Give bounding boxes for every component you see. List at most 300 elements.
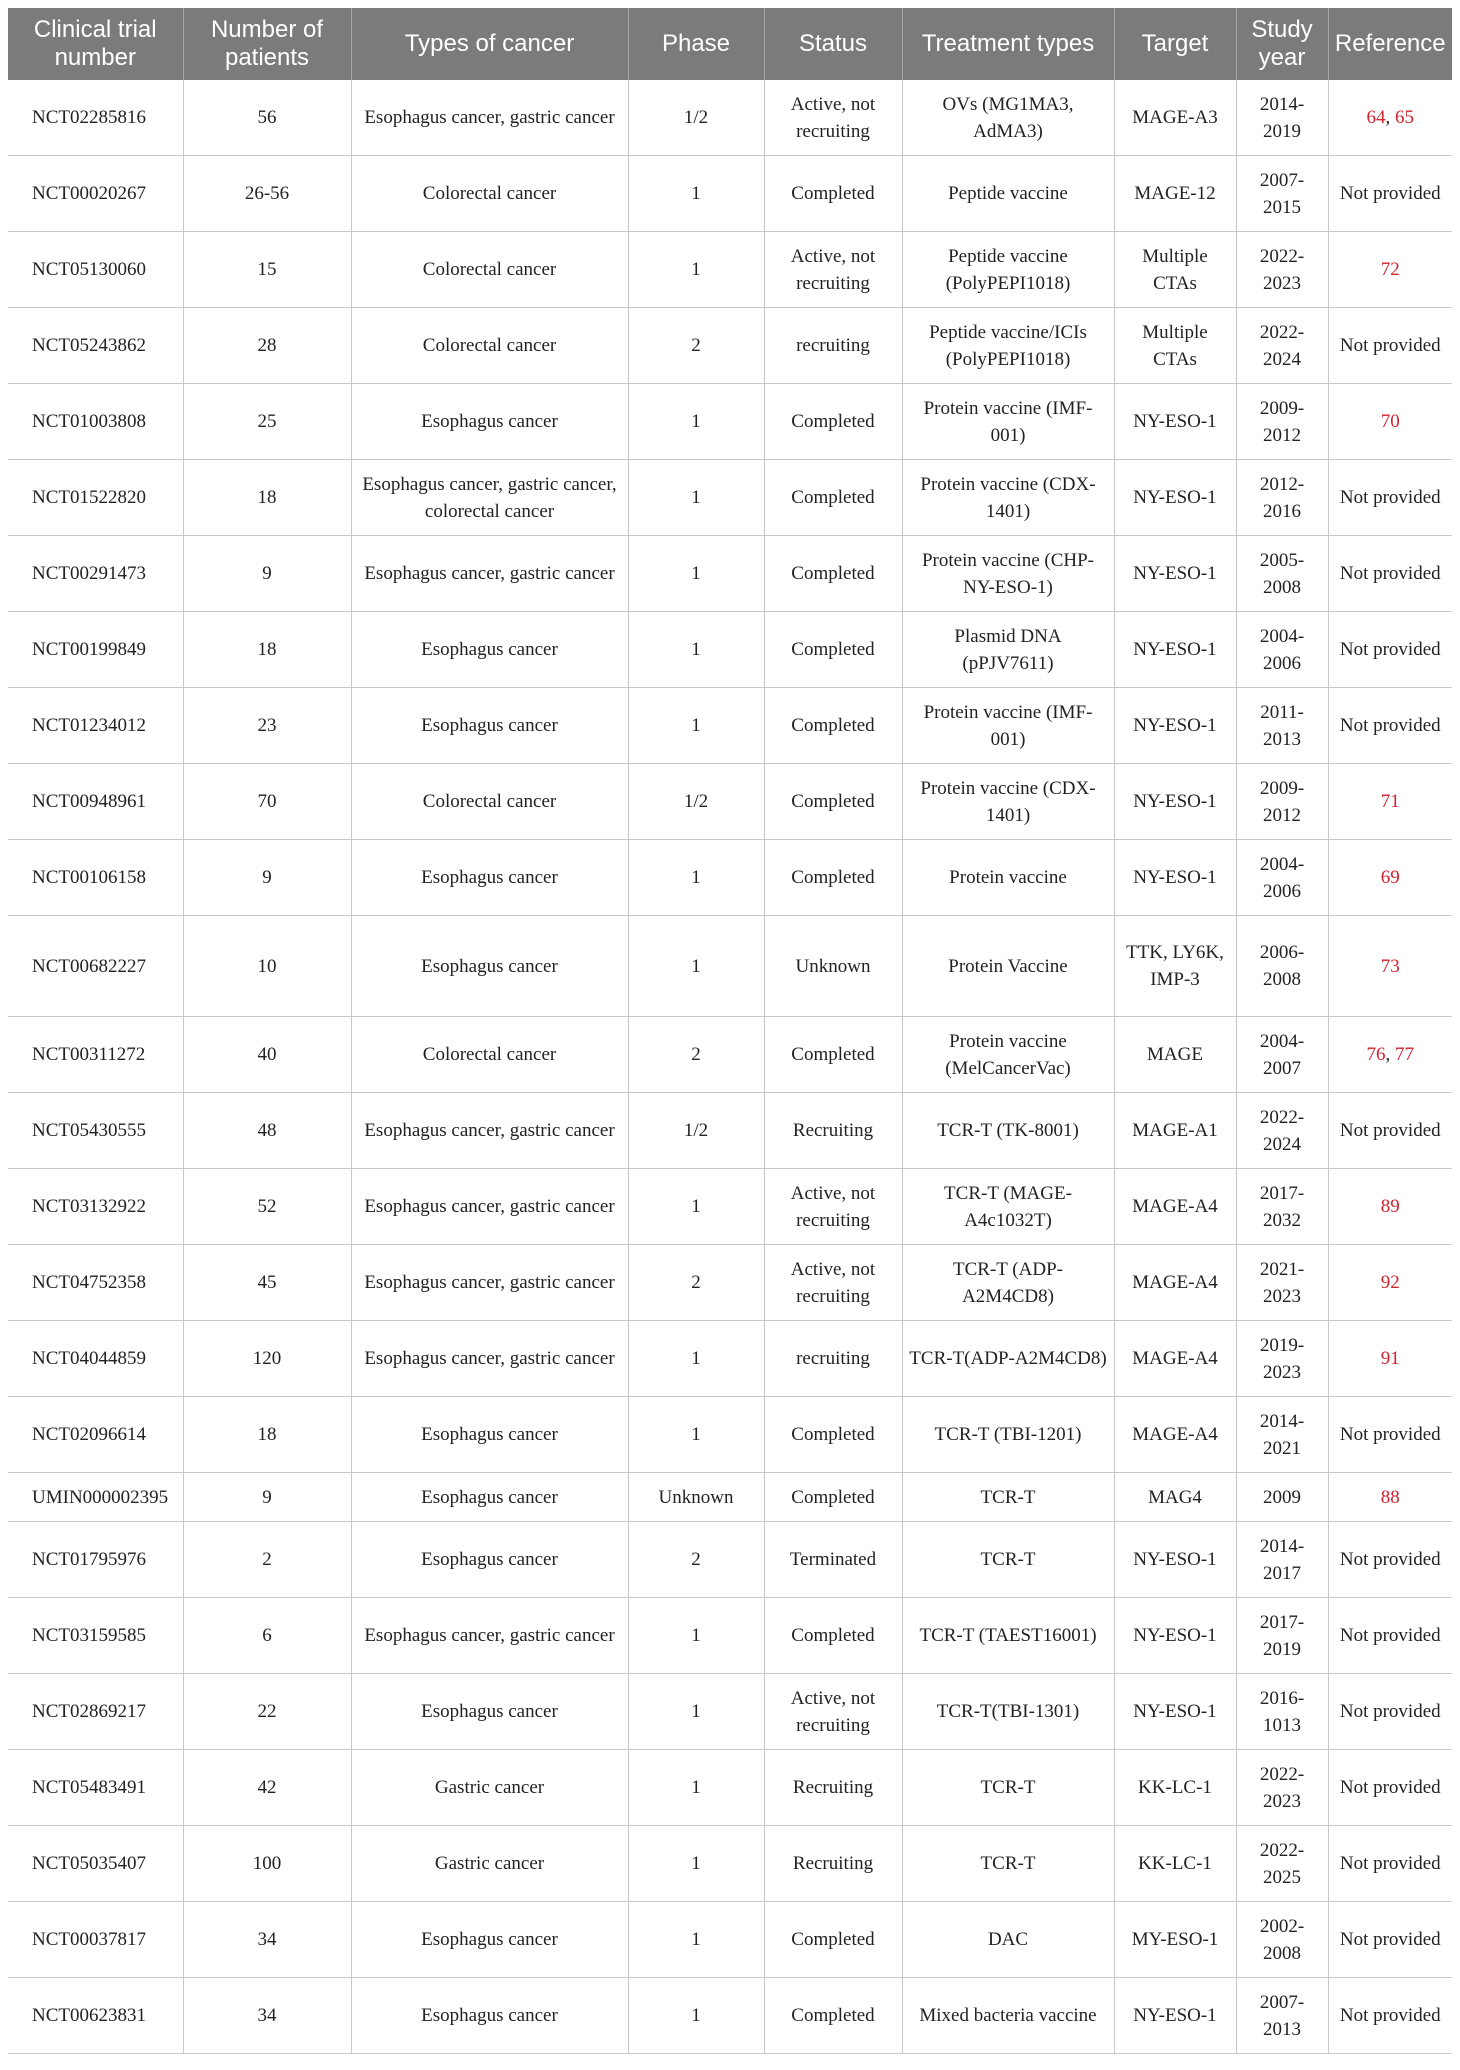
cell-trial-number: NCT03132922 — [8, 1169, 183, 1245]
cell-reference — [1328, 688, 1452, 764]
cell-target: NY-ESO-1 — [1114, 1978, 1236, 2054]
cell-treatment-types: Peptide vaccine (PolyPEPI1018) — [902, 232, 1114, 308]
cell-phase: 1 — [628, 1902, 764, 1978]
header-number-of-patients: Number of patients — [183, 8, 351, 80]
reference-text: , — [1385, 1044, 1395, 1065]
cell-status: Completed — [764, 1902, 902, 1978]
cell-status: Completed — [764, 536, 902, 612]
cell-number-of-patients: 18 — [183, 460, 351, 536]
table-row — [8, 1674, 1452, 1750]
cell-reference — [1328, 1245, 1452, 1321]
cell-phase: 1 — [628, 1826, 764, 1902]
cell-number-of-patients: 15 — [183, 232, 351, 308]
cell-treatment-types: TCR-T (MAGE-A4c1032T) — [902, 1169, 1114, 1245]
cell-reference — [1328, 612, 1452, 688]
cell-treatment-types: TCR-T — [902, 1522, 1114, 1598]
cell-study-year: 2006-2008 — [1236, 916, 1328, 1017]
header-types-of-cancer: Types of cancer — [351, 8, 628, 80]
cell-status: Completed — [764, 1017, 902, 1093]
cell-phase: 1 — [628, 612, 764, 688]
cell-status: Completed — [764, 384, 902, 460]
cell-treatment-types: Protein vaccine (IMF-001) — [902, 384, 1114, 460]
cell-study-year: 2021-2023 — [1236, 1245, 1328, 1321]
cell-status: Active, not recruiting — [764, 1674, 902, 1750]
cell-number-of-patients: 9 — [183, 1473, 351, 1522]
cell-study-year: 2014-2021 — [1236, 1397, 1328, 1473]
cell-treatment-types: TCR-T — [902, 1750, 1114, 1826]
cell-treatment-types: DAC — [902, 1902, 1114, 1978]
cell-number-of-patients: 9 — [183, 536, 351, 612]
cell-study-year: 2022-2024 — [1236, 308, 1328, 384]
cell-trial-number: NCT00106158 — [8, 840, 183, 916]
reference-text: Not provided — [1339, 183, 1441, 204]
cell-study-year: 2009 — [1236, 1473, 1328, 1522]
cell-types-of-cancer: Colorectal cancer — [351, 764, 628, 840]
cell-trial-number: NCT05430555 — [8, 1093, 183, 1169]
cell-trial-number: NCT01003808 — [8, 384, 183, 460]
table-row — [8, 840, 1452, 916]
table-row — [8, 1598, 1452, 1674]
cell-reference — [1328, 536, 1452, 612]
cell-trial-number: NCT05035407 — [8, 1826, 183, 1902]
header-phase: Phase — [628, 8, 764, 80]
cell-target: TTK, LY6K, IMP-3 — [1114, 916, 1236, 1017]
reference-text: Not provided — [1339, 715, 1441, 736]
cell-study-year: 2011-2013 — [1236, 688, 1328, 764]
cell-number-of-patients: 28 — [183, 308, 351, 384]
header-treatment-types: Treatment types — [902, 8, 1114, 80]
cell-study-year: 2019-2023 — [1236, 1321, 1328, 1397]
cell-study-year: 2004-2006 — [1236, 840, 1328, 916]
cell-treatment-types: Protein vaccine (CHP-NY-ESO-1) — [902, 536, 1114, 612]
reference-text: Not provided — [1339, 1853, 1441, 1874]
table-row — [8, 1978, 1452, 2054]
cell-reference — [1328, 1674, 1452, 1750]
cell-treatment-types: Protein vaccine — [902, 840, 1114, 916]
table-row — [8, 688, 1452, 764]
cell-study-year: 2022-2023 — [1236, 232, 1328, 308]
reference-text: Not provided — [1339, 1549, 1441, 1570]
cell-phase: 1 — [628, 536, 764, 612]
reference-link[interactable]: 64 — [1366, 107, 1386, 128]
cell-phase: 1 — [628, 384, 764, 460]
cell-reference — [1328, 1598, 1452, 1674]
cell-treatment-types: TCR-T (ADP-A2M4CD8) — [902, 1245, 1114, 1321]
table-row — [8, 612, 1452, 688]
cell-target: MAGE-A4 — [1114, 1321, 1236, 1397]
cell-study-year: 2022-2024 — [1236, 1093, 1328, 1169]
cell-target: Multiple CTAs — [1114, 232, 1236, 308]
cell-number-of-patients: 45 — [183, 1245, 351, 1321]
cell-trial-number: NCT00020267 — [8, 156, 183, 232]
cell-phase: 1/2 — [628, 764, 764, 840]
cell-types-of-cancer: Esophagus cancer, gastric cancer — [351, 1093, 628, 1169]
cell-trial-number: NCT00311272 — [8, 1017, 183, 1093]
table-row — [8, 1245, 1452, 1321]
cell-target: NY-ESO-1 — [1114, 1674, 1236, 1750]
cell-number-of-patients: 6 — [183, 1598, 351, 1674]
cell-status: Completed — [764, 688, 902, 764]
cell-status: Recruiting — [764, 1093, 902, 1169]
cell-reference — [1328, 460, 1452, 536]
cell-status: Completed — [764, 612, 902, 688]
cell-number-of-patients: 25 — [183, 384, 351, 460]
cell-reference — [1328, 1397, 1452, 1473]
table-row — [8, 1826, 1452, 1902]
header-row — [8, 8, 1452, 80]
cell-types-of-cancer: Esophagus cancer, gastric cancer — [351, 536, 628, 612]
cell-study-year: 2016-1013 — [1236, 1674, 1328, 1750]
cell-trial-number: NCT01795976 — [8, 1522, 183, 1598]
cell-trial-number: NCT00623831 — [8, 1978, 183, 2054]
reference-text: , — [1385, 107, 1395, 128]
reference-link[interactable]: 65 — [1395, 107, 1414, 128]
cell-types-of-cancer: Esophagus cancer, gastric cancer — [351, 1321, 628, 1397]
cell-types-of-cancer: Gastric cancer — [351, 1750, 628, 1826]
table-row — [8, 384, 1452, 460]
cell-phase: 1 — [628, 1169, 764, 1245]
cell-study-year: 2014-2019 — [1236, 80, 1328, 156]
cell-number-of-patients: 34 — [183, 1978, 351, 2054]
cell-treatment-types: TCR-T(TBI-1301) — [902, 1674, 1114, 1750]
cell-reference — [1328, 1826, 1452, 1902]
cell-treatment-types: TCR-T — [902, 1473, 1114, 1522]
cell-phase: 1 — [628, 156, 764, 232]
cell-reference — [1328, 1750, 1452, 1826]
cell-number-of-patients: 22 — [183, 1674, 351, 1750]
cell-status: Completed — [764, 1473, 902, 1522]
cell-status: Active, not recruiting — [764, 80, 902, 156]
cell-status: Active, not recruiting — [764, 1245, 902, 1321]
cell-target: MAGE-A3 — [1114, 80, 1236, 156]
cell-trial-number: NCT05483491 — [8, 1750, 183, 1826]
cell-target: NY-ESO-1 — [1114, 840, 1236, 916]
reference-text: Not provided — [1339, 1424, 1441, 1445]
reference-text: Not provided — [1339, 487, 1441, 508]
cell-number-of-patients: 9 — [183, 840, 351, 916]
cell-types-of-cancer: Colorectal cancer — [351, 1017, 628, 1093]
cell-number-of-patients: 18 — [183, 612, 351, 688]
reference-link[interactable]: 89 — [1380, 1196, 1400, 1217]
cell-reference — [1328, 1902, 1452, 1978]
cell-target: NY-ESO-1 — [1114, 1522, 1236, 1598]
cell-reference — [1328, 1321, 1452, 1397]
cell-study-year: 2004-2007 — [1236, 1017, 1328, 1093]
cell-phase: 1 — [628, 1598, 764, 1674]
table-row — [8, 1522, 1452, 1598]
cell-reference — [1328, 1017, 1452, 1093]
cell-trial-number: NCT00037817 — [8, 1902, 183, 1978]
cell-target: NY-ESO-1 — [1114, 460, 1236, 536]
cell-number-of-patients: 2 — [183, 1522, 351, 1598]
cell-phase: 2 — [628, 1522, 764, 1598]
cell-target: MAGE-A4 — [1114, 1169, 1236, 1245]
cell-types-of-cancer: Esophagus cancer — [351, 612, 628, 688]
cell-status: recruiting — [764, 308, 902, 384]
cell-treatment-types: TCR-T (TAEST16001) — [902, 1598, 1114, 1674]
cell-types-of-cancer: Colorectal cancer — [351, 232, 628, 308]
cell-phase: 1 — [628, 1321, 764, 1397]
cell-treatment-types: Mixed bacteria vaccine — [902, 1978, 1114, 2054]
cell-phase: 1 — [628, 1978, 764, 2054]
header-trial-number: Clinical trial number — [8, 8, 183, 80]
cell-number-of-patients: 42 — [183, 1750, 351, 1826]
cell-number-of-patients: 70 — [183, 764, 351, 840]
cell-study-year: 2009-2012 — [1236, 764, 1328, 840]
cell-target: MAGE-A4 — [1114, 1397, 1236, 1473]
cell-trial-number: NCT02096614 — [8, 1397, 183, 1473]
table-row — [8, 764, 1452, 840]
cell-types-of-cancer: Esophagus cancer — [351, 384, 628, 460]
reference-text: Not provided — [1339, 1777, 1441, 1798]
reference-link[interactable]: 92 — [1380, 1272, 1400, 1293]
cell-number-of-patients: 40 — [183, 1017, 351, 1093]
cell-treatment-types: TCR-T — [902, 1826, 1114, 1902]
cell-status: Completed — [764, 764, 902, 840]
cell-status: Active, not recruiting — [764, 1169, 902, 1245]
cell-study-year: 2014-2017 — [1236, 1522, 1328, 1598]
cell-phase: 1 — [628, 916, 764, 1017]
cell-target: NY-ESO-1 — [1114, 384, 1236, 460]
cell-target: MAGE-12 — [1114, 156, 1236, 232]
cell-study-year: 2007-2013 — [1236, 1978, 1328, 2054]
cell-study-year: 2022-2025 — [1236, 1826, 1328, 1902]
cell-target: KK-LC-1 — [1114, 1826, 1236, 1902]
reference-link[interactable]: 88 — [1380, 1486, 1400, 1508]
table-row — [8, 232, 1452, 308]
cell-phase: 1 — [628, 688, 764, 764]
cell-reference — [1328, 1473, 1452, 1522]
cell-study-year: 2017-2032 — [1236, 1169, 1328, 1245]
table-row — [8, 460, 1452, 536]
cell-number-of-patients: 100 — [183, 1826, 351, 1902]
cell-target: KK-LC-1 — [1114, 1750, 1236, 1826]
cell-study-year: 2005-2008 — [1236, 536, 1328, 612]
cell-treatment-types: Plasmid DNA (pPJV7611) — [902, 612, 1114, 688]
reference-text: Not provided — [1339, 1701, 1441, 1722]
cell-treatment-types: Protein vaccine (CDX-1401) — [902, 460, 1114, 536]
cell-types-of-cancer: Esophagus cancer — [351, 1397, 628, 1473]
cell-types-of-cancer: Esophagus cancer — [351, 1674, 628, 1750]
cell-number-of-patients: 34 — [183, 1902, 351, 1978]
cell-status: Unknown — [764, 916, 902, 1017]
cell-types-of-cancer: Esophagus cancer, gastric cancer — [351, 1245, 628, 1321]
reference-link[interactable]: 91 — [1380, 1348, 1400, 1369]
cell-number-of-patients: 56 — [183, 80, 351, 156]
table-row — [8, 1902, 1452, 1978]
table-row — [8, 1093, 1452, 1169]
table-row — [8, 1473, 1452, 1522]
cell-treatment-types: Protein vaccine (CDX-1401) — [902, 764, 1114, 840]
table-row — [8, 1321, 1452, 1397]
cell-target: NY-ESO-1 — [1114, 612, 1236, 688]
cell-trial-number: NCT00948961 — [8, 764, 183, 840]
reference-text: Not provided — [1339, 639, 1441, 660]
reference-text: Not provided — [1339, 335, 1441, 356]
cell-status: Recruiting — [764, 1750, 902, 1826]
cell-status: Completed — [764, 156, 902, 232]
cell-phase: 1 — [628, 232, 764, 308]
cell-phase: 1 — [628, 1674, 764, 1750]
cell-study-year: 2012-2016 — [1236, 460, 1328, 536]
header-study-year: Study year — [1236, 8, 1328, 80]
cell-reference — [1328, 156, 1452, 232]
cell-reference — [1328, 916, 1452, 1017]
cell-trial-number: NCT00291473 — [8, 536, 183, 612]
table-row — [8, 1017, 1452, 1093]
cell-phase: 1 — [628, 460, 764, 536]
cell-types-of-cancer: Colorectal cancer — [351, 156, 628, 232]
cell-reference — [1328, 308, 1452, 384]
cell-phase: 1/2 — [628, 80, 764, 156]
cell-phase: 2 — [628, 1017, 764, 1093]
cell-types-of-cancer: Gastric cancer — [351, 1826, 628, 1902]
cell-status: Completed — [764, 840, 902, 916]
cell-types-of-cancer: Esophagus cancer, gastric cancer — [351, 1169, 628, 1245]
cell-trial-number: NCT04044859 — [8, 1321, 183, 1397]
reference-link[interactable]: 69 — [1380, 867, 1400, 888]
cell-reference — [1328, 1978, 1452, 2054]
cell-types-of-cancer: Esophagus cancer — [351, 916, 628, 1017]
clinical-trials-table — [8, 8, 1452, 2054]
cell-reference — [1328, 232, 1452, 308]
header-reference: Reference — [1328, 8, 1452, 80]
header-status: Status — [764, 8, 902, 80]
reference-text: Not provided — [1339, 2005, 1441, 2026]
cell-reference — [1328, 1522, 1452, 1598]
cell-reference — [1328, 80, 1452, 156]
reference-text: Not provided — [1339, 1625, 1441, 1646]
cell-target: MAGE-A4 — [1114, 1245, 1236, 1321]
cell-types-of-cancer: Esophagus cancer — [351, 1978, 628, 2054]
reference-text: Not provided — [1339, 1120, 1441, 1141]
cell-treatment-types: OVs (MG1MA3, AdMA3) — [902, 80, 1114, 156]
reference-link[interactable]: 77 — [1395, 1044, 1414, 1065]
cell-phase: Unknown — [628, 1473, 764, 1522]
cell-target: MAGE-A1 — [1114, 1093, 1236, 1169]
cell-reference — [1328, 1093, 1452, 1169]
cell-treatment-types: Peptide vaccine — [902, 156, 1114, 232]
cell-reference — [1328, 764, 1452, 840]
cell-status: Terminated — [764, 1522, 902, 1598]
cell-phase: 1 — [628, 840, 764, 916]
cell-study-year: 2022-2023 — [1236, 1750, 1328, 1826]
cell-target: MY-ESO-1 — [1114, 1902, 1236, 1978]
cell-types-of-cancer: Esophagus cancer — [351, 688, 628, 764]
cell-number-of-patients: 23 — [183, 688, 351, 764]
header-target: Target — [1114, 8, 1236, 80]
cell-target: NY-ESO-1 — [1114, 536, 1236, 612]
table-row — [8, 1397, 1452, 1473]
cell-number-of-patients: 26-56 — [183, 156, 351, 232]
cell-trial-number: NCT03159585 — [8, 1598, 183, 1674]
table-row — [8, 156, 1452, 232]
cell-phase: 2 — [628, 1245, 764, 1321]
cell-study-year: 2002-2008 — [1236, 1902, 1328, 1978]
cell-treatment-types: Peptide vaccine/ICIs (PolyPEPI1018) — [902, 308, 1114, 384]
cell-number-of-patients: 10 — [183, 916, 351, 1017]
cell-trial-number: NCT00682227 — [8, 916, 183, 1017]
cell-status: recruiting — [764, 1321, 902, 1397]
cell-study-year: 2004-2006 — [1236, 612, 1328, 688]
cell-status: Recruiting — [764, 1826, 902, 1902]
cell-target: NY-ESO-1 — [1114, 688, 1236, 764]
cell-types-of-cancer: Esophagus cancer — [351, 1522, 628, 1598]
table-row — [8, 308, 1452, 384]
cell-types-of-cancer: Esophagus cancer, gastric cancer — [351, 1598, 628, 1674]
reference-link[interactable]: 73 — [1380, 955, 1400, 977]
table-row — [8, 916, 1452, 1017]
cell-number-of-patients: 48 — [183, 1093, 351, 1169]
reference-link[interactable]: 71 — [1380, 791, 1400, 812]
cell-treatment-types: Protein vaccine (IMF-001) — [902, 688, 1114, 764]
cell-target: NY-ESO-1 — [1114, 764, 1236, 840]
reference-text: Not provided — [1339, 1929, 1441, 1950]
table-body — [8, 80, 1452, 2054]
cell-trial-number: NCT01234012 — [8, 688, 183, 764]
cell-status: Completed — [764, 1397, 902, 1473]
cell-treatment-types: TCR-T(ADP-A2M4CD8) — [902, 1321, 1114, 1397]
cell-target: MAGE — [1114, 1017, 1236, 1093]
reference-link[interactable]: 70 — [1380, 411, 1400, 432]
table-row — [8, 536, 1452, 612]
cell-types-of-cancer: Colorectal cancer — [351, 308, 628, 384]
cell-trial-number: NCT05130060 — [8, 232, 183, 308]
cell-types-of-cancer: Esophagus cancer, gastric cancer — [351, 80, 628, 156]
cell-trial-number: NCT02285816 — [8, 80, 183, 156]
cell-study-year: 2009-2012 — [1236, 384, 1328, 460]
cell-treatment-types: Protein Vaccine — [902, 916, 1114, 1017]
cell-trial-number: NCT04752358 — [8, 1245, 183, 1321]
cell-treatment-types: Protein vaccine (MelCancerVac) — [902, 1017, 1114, 1093]
cell-types-of-cancer: Esophagus cancer — [351, 1902, 628, 1978]
table-row — [8, 80, 1452, 156]
cell-types-of-cancer: Esophagus cancer — [351, 1473, 628, 1522]
cell-trial-number: NCT05243862 — [8, 308, 183, 384]
cell-trial-number: NCT01522820 — [8, 460, 183, 536]
table-header — [8, 8, 1452, 80]
cell-status: Completed — [764, 1598, 902, 1674]
cell-reference — [1328, 1169, 1452, 1245]
cell-treatment-types: TCR-T (TK-8001) — [902, 1093, 1114, 1169]
cell-target: Multiple CTAs — [1114, 308, 1236, 384]
cell-types-of-cancer: Esophagus cancer, gastric cancer, colorectal cancer — [351, 460, 628, 536]
reference-link[interactable]: 76 — [1366, 1044, 1386, 1065]
cell-trial-number: NCT02869217 — [8, 1674, 183, 1750]
cell-phase: 1/2 — [628, 1093, 764, 1169]
cell-number-of-patients: 18 — [183, 1397, 351, 1473]
cell-study-year: 2007-2015 — [1236, 156, 1328, 232]
cell-reference — [1328, 384, 1452, 460]
cell-status: Completed — [764, 1978, 902, 2054]
cell-trial-number: NCT00199849 — [8, 612, 183, 688]
cell-study-year: 2017-2019 — [1236, 1598, 1328, 1674]
cell-treatment-types: TCR-T (TBI-1201) — [902, 1397, 1114, 1473]
cell-number-of-patients: 120 — [183, 1321, 351, 1397]
cell-target: MAG4 — [1114, 1473, 1236, 1522]
cell-phase: 1 — [628, 1397, 764, 1473]
reference-text: Not provided — [1339, 563, 1441, 584]
table-row — [8, 1169, 1452, 1245]
cell-phase: 1 — [628, 1750, 764, 1826]
cell-trial-number: UMIN000002395 — [8, 1473, 183, 1522]
reference-link[interactable]: 72 — [1380, 259, 1400, 280]
table-row — [8, 1750, 1452, 1826]
cell-types-of-cancer: Esophagus cancer — [351, 840, 628, 916]
cell-target: NY-ESO-1 — [1114, 1598, 1236, 1674]
cell-status: Active, not recruiting — [764, 232, 902, 308]
cell-status: Completed — [764, 460, 902, 536]
